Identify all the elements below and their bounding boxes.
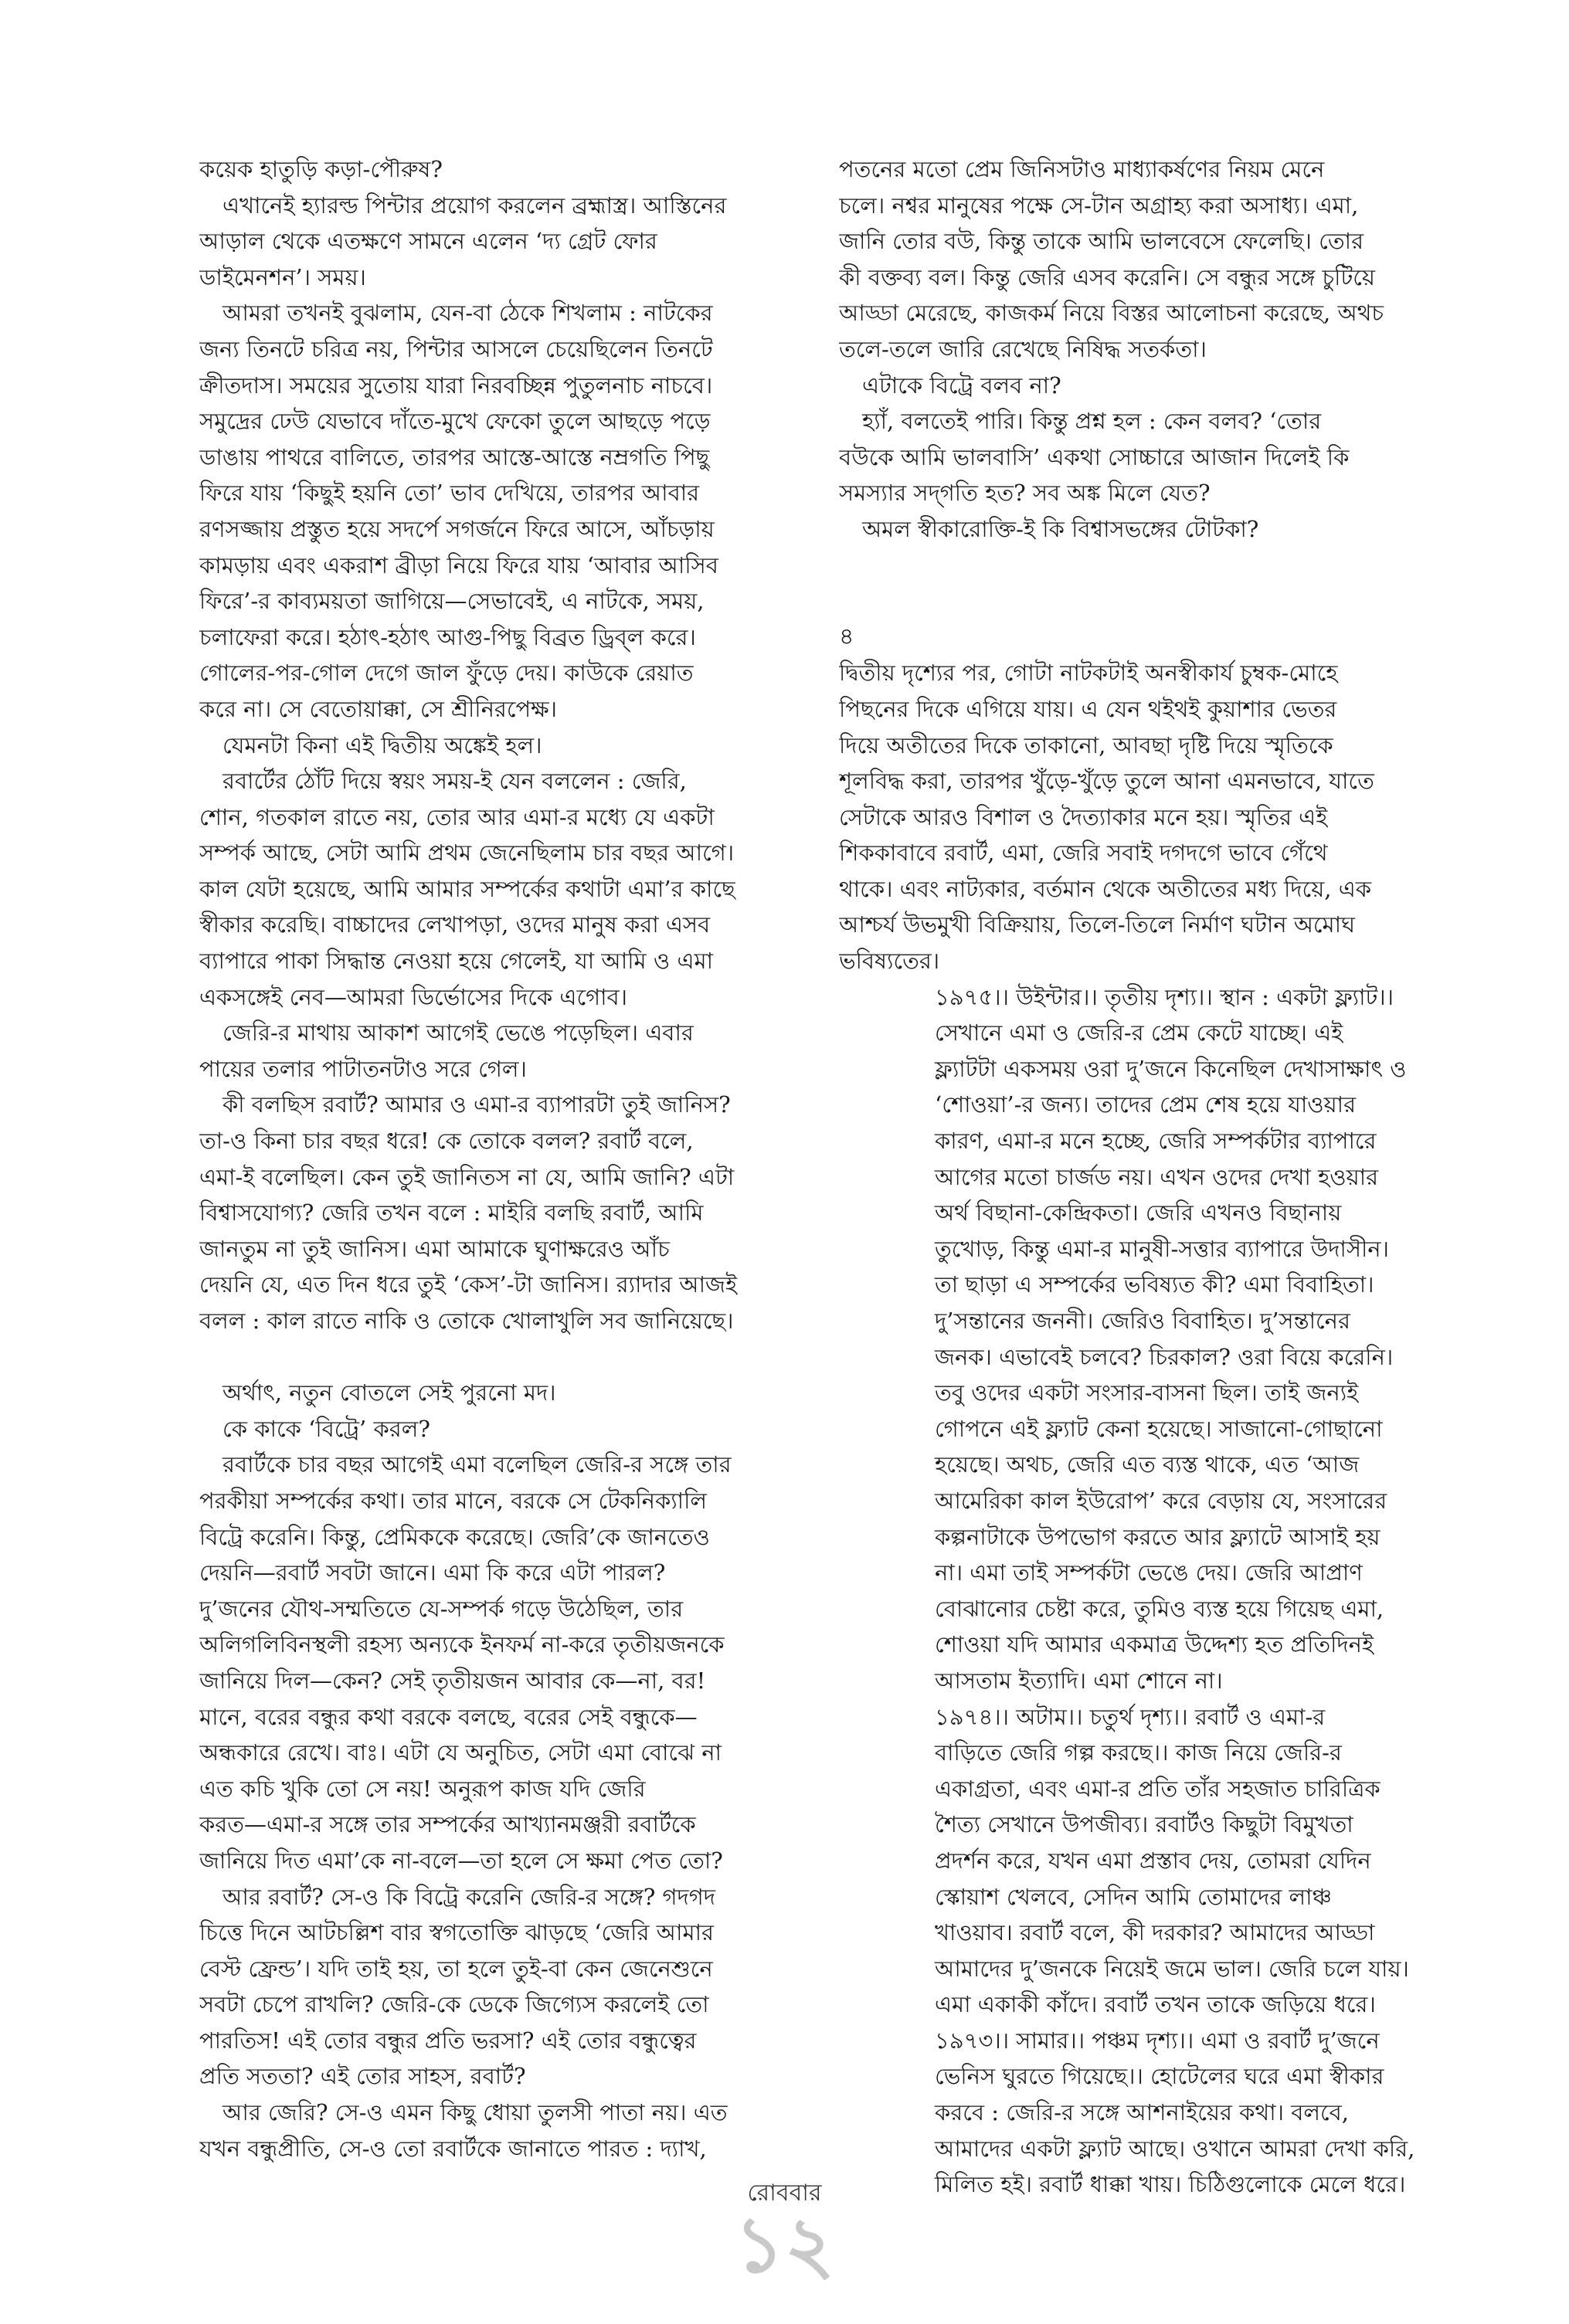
text-line: তবু ওদের একটা সংসার-বাসনা ছিল। তাই জন্যই	[935, 1379, 1359, 1406]
text-line: ফিরে যায় ‘কিছুই হয়নি তো’ ভাব দেখিয়ে, তারপর আবার	[199, 480, 700, 507]
text-line: আগের মতো চার্জড নয়। এখন ওদের দেখা হওয়ার	[935, 1163, 1379, 1190]
text-line: ডাঙায় পাথরে বালিতে, তারপর আস্তে-আস্তে নম্রগতি পিছু	[199, 443, 710, 470]
text-line: আমাদের দু’জনকে নিয়েই জমে ভাল। জেরি চলে যায়।	[935, 1955, 1409, 1982]
text-line: জন্য তিনটে চরিত্র নয়, পিন্টার আসলে চেয়েছিলেন তিনটে	[199, 335, 713, 362]
text-line: তা-ও কিনা চার বছর ধরে! কে তোকে বলল? রবার্ট বলে,	[199, 1128, 694, 1155]
text-line: চলে। নশ্বর মানুষের পক্ষে সে-টান অগ্রাহ্য করা অসাধ্য। এমা,	[839, 192, 1359, 219]
page-number: ১২	[734, 2199, 835, 2290]
text-line: বেস্ট ফ্রেন্ড’। যদি তাই হয়, তা হলে তুই-বা কেন জেনেশুনে	[199, 1955, 713, 1982]
text-line: প্রদর্শন করে, যখন এমা প্রস্তাব দেয়, তোমরা যেদিন	[935, 1847, 1371, 1874]
text-line: প্রতি সততা? এই তোর সাহস, রবার্ট?	[199, 2063, 526, 2090]
text-line: শৈত্য সেখানে উপজীব্য। রবার্টও কিছুটা বিমুখতা	[935, 1811, 1353, 1838]
text-line: রণসজ্জায় প্রস্তুত হয়ে সদর্পে সগর্জনে ফিরে আসে, আঁচড়ায়	[199, 515, 715, 542]
text-line: মানে, বরের বন্ধুর কথা বরকে বলছে, বরের সেই বন্ধুকে—	[199, 1703, 698, 1730]
text-line: দু’সন্তানের জননী। জেরিও বিবাহিত। দু’সন্তানের	[935, 1308, 1350, 1334]
text-line: পরকীয়া সম্পর্কের কথা। তার মানে, বরকে সে টেকনিক্যালি	[199, 1487, 707, 1514]
text-line: বিট্রে করেনি। কিন্তু, প্রেমিককে করেছে। জেরি’কে জানতেও	[199, 1523, 710, 1550]
text-line: হয়েছে। অথচ, জেরি এত ব্যস্ত থাকে, এত ‘আজ	[935, 1451, 1360, 1478]
text-line: থাকে। এবং নাট্যকার, বর্তমান থেকে অতীতের মধ্য দিয়ে, এক	[839, 875, 1372, 902]
text-line: পিছনের দিকে এগিয়ে যায়। এ যেন থইথই কুয়াশার ভেতর	[839, 695, 1337, 722]
text-line: শোন, গতকাল রাতে নয়, তোর আর এমা-র মধ্যে যে একটা	[199, 803, 715, 830]
paragraph-gap	[199, 1339, 848, 1376]
text-line: শিককাবাবে রবার্ট, এমা, জেরি সবাই দগদগে ভাবে গেঁথে	[839, 840, 1328, 867]
text-line: কে কাকে ‘বিট্রে’ করল?	[222, 1415, 430, 1442]
text-line: অর্থ বিছানা-কেন্দ্রিকতা। জেরি এখনও বিছানায়	[935, 1199, 1342, 1226]
text-line: তা ছাড়া এ সম্পর্কের ভবিষ্যত কী? এমা বিবাহিতা।	[935, 1271, 1374, 1298]
text-line: শূলবিদ্ধ করা, তারপর খুঁড়ে-খুঁড়ে তুলে আনা এমনভাবে, যাতে	[839, 768, 1374, 795]
text-line: সম্পর্ক আছে, সেটা আমি প্রথম জেনেছিলাম চার বছর আগে।	[199, 840, 735, 867]
text-line: আড্ডা মেরেছে, কাজকর্ম নিয়ে বিস্তর আলোচনা করেছে, অথচ	[839, 300, 1384, 327]
text-line: বউকে আমি ভালবাসি’ একথা সোচ্চারে আজান দিলেই কি	[839, 443, 1350, 470]
text-line: দ্বিতীয় দৃশ্যের পর, গোটা নাটকটাই অনস্বীকার্য চুম্বক-মোহে	[839, 660, 1338, 687]
magazine-name: রোববার	[747, 2180, 822, 2207]
text-line: এমা-ই বলেছিল। কেন তুই জানিতস না যে, আমি জানি? এটা	[199, 1163, 735, 1190]
text-line: খাওয়াব। রবার্ট বলে, কী দরকার? আমাদের আড্ডা	[935, 1919, 1375, 1946]
text-line: গোলের-পর-গোল দেগে জাল ফুঁড়ে দেয়। কাউকে রেয়াত	[199, 660, 694, 687]
text-line: বিশ্বাসযোগ্য? জেরি তখন বলে : মাইরি বলছি রবার্ট, আমি	[199, 1199, 704, 1226]
text-line: স্বীকার করেছি। বাচ্চাদের লেখাপড়া, ওদের মানুষ করা এসব	[199, 911, 711, 938]
text-line: সেখানে এমা ও জেরি-র প্রেম কেটে যাচ্ছে। এই	[935, 1020, 1343, 1047]
text-line: জনক। এভাবেই চলবে? চিরকাল? ওরা বিয়ে করেনি।	[935, 1343, 1394, 1370]
text-line: চিত্তে দিনে আটচল্লিশ বার স্বগতোক্তি ঝাড়ছে ‘জেরি আমার	[199, 1919, 714, 1946]
text-line: মিলিত হই। রবার্ট ধাক্কা খায়। চিঠিগুলোকে মেলে ধরে।	[935, 2171, 1406, 2198]
text-line: করত—এমা-র সঙ্গে তার সম্পর্কের আখ্যানমঞ্জরী রবার্টকে	[199, 1811, 696, 1838]
text-line: স্কোয়াশ খেলবে, সেদিন আমি তোমাদের লাঞ্চ	[935, 1883, 1332, 1910]
text-line: দেয়নি—রবার্ট সবটা জানে। এমা কি করে এটা পারল?	[199, 1559, 666, 1586]
text-line: সমস্যার সদ্‌গতি হত? সব অঙ্ক মিলে যেত?	[839, 480, 1211, 507]
text-line: একাগ্রতা, এবং এমা-র প্রতি তাঁর সহজাত চারিত্রিক	[935, 1775, 1381, 1802]
text-line: যেমনটা কিনা এই দ্বিতীয় অঙ্কেই হল।	[222, 731, 542, 758]
text-line: ফ্ল্যাটটা একসময় ওরা দু’জনে কিনেছিল দেখাসাক্ষাৎ ও	[935, 1055, 1407, 1082]
text-line: বাড়িতে জেরি গল্প করছে।। কাজ নিয়ে জেরি-র	[935, 1739, 1342, 1766]
text-line: কী বলছিস রবার্ট? আমার ও এমা-র ব্যাপারটা তুই জানিস?	[222, 1091, 731, 1118]
text-line: কামড়ায় এবং একরাশ ব্রীড়া নিয়ে ফিরে যায় ‘আবার আসিব	[199, 551, 718, 578]
text-line: যখন বন্ধুপ্রীতি, সে-ও তো রবার্টকে জানাতে পারত : দ্যাখ,	[199, 2135, 707, 2162]
text-line: জানিয়ে দিল—কেন? সেই তৃতীয়জন আবার কে—না, বর!	[199, 1667, 706, 1694]
text-line: দিয়ে অতীতের দিকে তাকানো, আবছা দৃষ্টি দিয়ে স্মৃতিকে	[839, 731, 1333, 758]
text-line: সবটা চেপে রাখলি? জেরি-কে ডেকে জিগ্যেস করলেই তো	[199, 1991, 709, 2018]
text-line: আমাদের একটা ফ্ল্যাট আছে। ওখানে আমরা দেখা করি,	[935, 2135, 1415, 2162]
text-line: আশ্চর্য উভমুখী বিক্রিয়ায়, তিলে-তিলে নির্মাণ ঘটান অমোঘ	[839, 911, 1355, 938]
text-line: ফিরে’-র কাব্যময়তা জাগিয়ে—সেভাবেই, এ নাটকে, সময়,	[199, 588, 705, 615]
text-line: দেয়নি যে, এত দিন ধরে তুই ‘কেস’-টা জানিস। র‍্যাদার আজই	[199, 1271, 738, 1298]
text-line: জানতুম না তুই জানিস। এমা আমাকে ঘুণাক্ষরেও আঁচ	[199, 1235, 670, 1262]
text-line: জানিয়ে দিত এমা’কে না-বলে—তা হলে সে ক্ষমা পেত তো?	[199, 1847, 723, 1874]
text-line: আমরা তখনই বুঝলাম, যেন-বা ঠেকে শিখলাম : নাটকের	[222, 300, 713, 327]
text-line: হ্যাঁ, বলতেই পারি। কিন্তু প্রশ্ন হল : কেন বলব? ‘তোর	[862, 408, 1322, 435]
text-line: কী বক্তব্য বল। কিন্তু জেরি এসব করেনি। সে বন্ধুর সঙ্গে চুটিয়ে	[839, 263, 1376, 290]
paragraph-gap	[839, 548, 1488, 584]
text-line: তলে-তলে জারি রেখেছে নিষিদ্ধ সতর্কতা।	[839, 335, 1207, 362]
text-line: সমুদ্রের ঢেউ যেভাবে দাঁতে-মুখে ফেকো তুলে আছড়ে পড়ে	[199, 408, 711, 435]
text-line: গোপনে এই ফ্ল্যাট কেনা হয়েছে। সাজানো-গোছানো	[935, 1415, 1383, 1442]
left-text-column	[199, 151, 848, 2166]
text-line: রবার্টের ঠোঁট দিয়ে স্বয়ং সময়-ই যেন বললেন : জেরি,	[222, 768, 687, 795]
text-line: বলল : কাল রাতে নাকি ও তোকে খোলাখুলি সব জানিয়েছে।	[199, 1308, 734, 1334]
text-line: জেরি-র মাথায় আকাশ আগেই ভেঙে পড়েছিল। এবার	[222, 1020, 694, 1047]
text-line: এত কচি খুকি তো সে নয়! অনুরূপ কাজ যদি জেরি	[199, 1775, 646, 1802]
text-line: কল্পনাটাকে উপভোগ করতে আর ফ্ল্যাটে আসাই হয়	[935, 1523, 1381, 1550]
text-line: করবে : জেরি-র সঙ্গে আশনাইয়ের কথা। বলবে,	[935, 2099, 1349, 2126]
text-line: ‘শোওয়া’-র জন্য। তাদের প্রেম শেষ হয়ে যাওয়ার	[935, 1091, 1357, 1118]
text-line: ভেনিস ঘুরতে গিয়েছে।। হোটেলের ঘরে এমা স্বীকার	[935, 2063, 1384, 2090]
text-line: পায়ের তলার পাটাতনটাও সরে গেল।	[199, 1055, 527, 1082]
text-line: আমেরিকা কাল ইউরোপ’ করে বেড়ায় যে, সংসারের	[935, 1487, 1387, 1514]
text-line: ডাইমেনশন’। সময়।	[199, 263, 366, 290]
text-line: সেটাকে আরও বিশাল ও দৈত্যাকার মনে হয়। স্মৃতির এই	[839, 803, 1328, 830]
text-line: একসঙ্গেই নেব—আমরা ডির্ভোসের দিকে এগোব।	[199, 983, 628, 1010]
text-line: ক্রীতদাস। সময়ের সুতোয় যারা নিরবচ্ছিন্ন পুতুলনাচ নাচবে।	[199, 372, 713, 399]
text-line: অলিগলিবিনস্থলী রহস্য অন্যকে ইনফর্ম না-করে তৃতীয়জনকে	[199, 1631, 725, 1658]
text-line: পারতিস! এই তোর বন্ধুর প্রতি ভরসা? এই তোর বন্ধুত্বের	[199, 2027, 697, 2054]
section-number: ৪	[839, 623, 854, 650]
text-line: আর জেরি? সে-ও এমন কিছু ধোয়া তুলসী পাতা নয়। এত	[222, 2099, 728, 2126]
right-text-column	[839, 151, 1488, 2203]
text-line: অন্ধকারে রেখে। বাঃ। এটা যে অনুচিত, সেটা এমা বোঝে না	[199, 1739, 722, 1766]
text-line: করে না। সে বেতোয়াক্কা, সে শ্রীনিরপেক্ষ।	[199, 695, 558, 722]
text-line: শোওয়া যদি আমার একমাত্র উদ্দেশ্য হত প্রতিদিনই	[935, 1631, 1374, 1658]
text-line: চলাফেরা করে। হঠাৎ-হঠাৎ আগু-পিছু বিব্রত ড্রিব্‌ল করে।	[199, 623, 696, 650]
text-line: ১৯৭৩।। সামার।। পঞ্চম দৃশ্য।। এমা ও রবার্ট দু’জনে	[935, 2027, 1380, 2054]
text-line: আড়াল থেকে এতক্ষণে সামনে এলেন ‘দ্য গ্রেট ফোর	[199, 228, 657, 255]
text-line: ১৯৭৫।। উইন্টার।। তৃতীয় দৃশ্য।। স্থান : একটা ফ্ল্যাট।।	[935, 983, 1394, 1010]
text-line: এটাকে বিট্রে বলব না?	[862, 372, 1061, 399]
text-line: অমল স্বীকারোক্তি-ই কি বিশ্বাসভঙ্গের টোটকা?	[862, 515, 1259, 542]
text-line: তুখোড়, কিন্তু এমা-র মানুষী-সত্তার ব্যাপারে উদাসীন।	[935, 1235, 1389, 1262]
text-line: এখানেই হ্যারল্ড পিন্টার প্রয়োগ করলেন ব্রহ্মাস্ত্র। আস্তিনের	[222, 192, 727, 219]
text-line: আসতাম ইত্যাদি। এমা শোনে না।	[935, 1667, 1223, 1694]
text-line: বোঝানোর চেষ্টা করে, তুমিও ব্যস্ত হয়ে গিয়েছ এমা,	[935, 1595, 1384, 1622]
paragraph-gap	[839, 583, 1488, 619]
page-footer	[0, 2178, 1569, 2290]
text-line: ভবিষ্যতের।	[839, 948, 940, 975]
text-line: পতনের মতো প্রেম জিনিসটাও মাধ্যাকর্ষণের নিয়ম মেনে	[839, 156, 1325, 182]
text-line: এমা একাকী কাঁদে। রবার্ট তখন তাকে জড়িয়ে ধরে।	[935, 1991, 1376, 2018]
text-line: কয়েক হাতুড়ি কড়া-পৌরুষ?	[199, 156, 443, 182]
text-line: আর রবার্ট? সে-ও কি বিট্রে করেনি জেরি-র সঙ্গে? গদগদ	[222, 1883, 715, 1910]
text-line: ব্যাপারে পাকা সিদ্ধান্ত নেওয়া হয়ে গেলেই, যা আমি ও এমা	[199, 948, 714, 975]
text-line: জানি তোর বউ, কিন্তু তাকে আমি ভালবেসে ফেলেছি। তোর	[839, 228, 1364, 255]
text-line: রবার্টকে চার বছর আগেই এমা বলেছিল জেরি-র সঙ্গে তার	[222, 1451, 732, 1478]
text-line: অর্থাৎ, নতুন বোতলে সেই পুরনো মদ।	[222, 1379, 556, 1406]
text-line: দু’জনের যৌথ-সম্মতিতে যে-সম্পর্ক গড়ে উঠেছিল, তার	[199, 1595, 684, 1622]
text-line: কারণ, এমা-র মনে হচ্ছে, জেরি সম্পর্কটার ব্যাপারে	[935, 1128, 1377, 1155]
text-line: ১৯৭৪।। অটাম।। চতুর্থ দৃশ্য।। রবার্ট ও এমা-র	[935, 1703, 1326, 1730]
text-line: না। এমা তাই সম্পর্কটা ভেঙে দেয়। জেরি আপ্রাণ	[935, 1559, 1363, 1586]
text-line: কাল যেটা হয়েছে, আমি আমার সম্পর্কের কথাটা এমা’র কাছে	[199, 875, 735, 902]
